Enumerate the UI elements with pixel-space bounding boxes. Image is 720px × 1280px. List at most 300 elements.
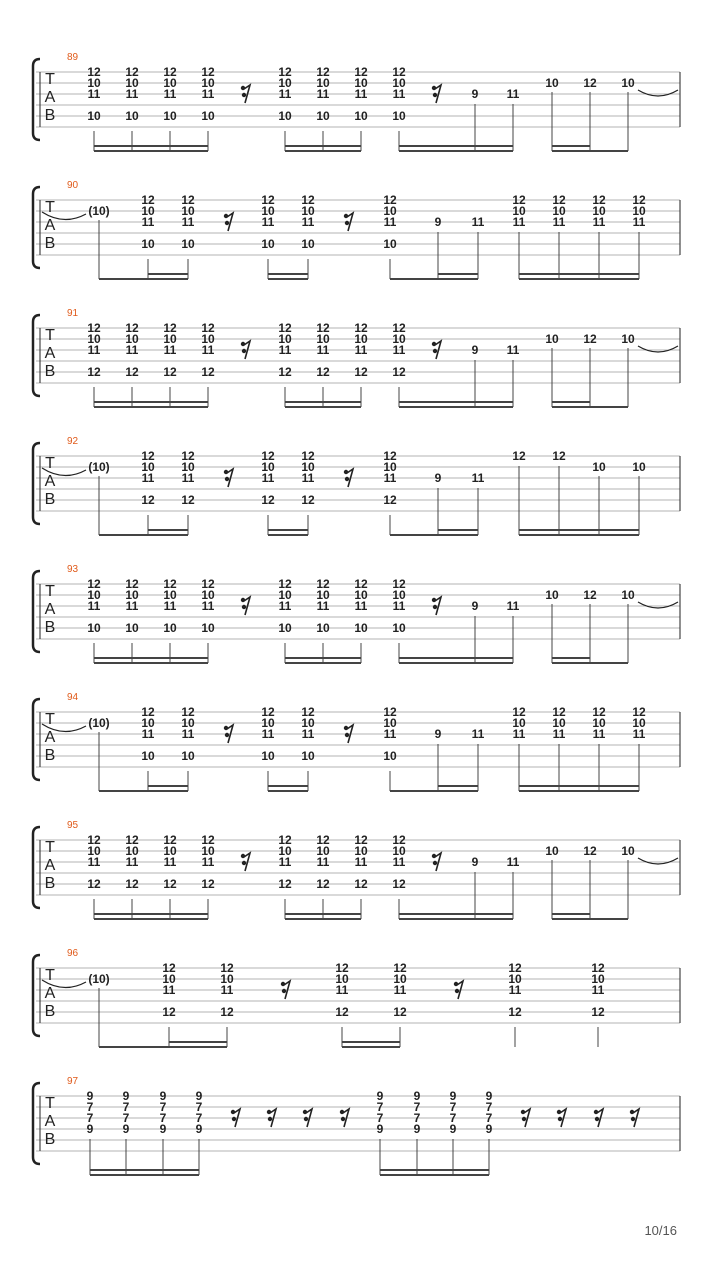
tab-clef-t: T [45,1095,55,1112]
fret-number: 11 [471,727,485,741]
fret-number: 12 [261,449,275,463]
fret-number: 12 [141,193,155,207]
fret-number: 10 [162,972,176,986]
sixteenth-rest-dot [242,605,246,609]
fret-number: 12 [87,877,101,891]
fret-number: 9 [122,1122,130,1136]
fret-number: 12 [354,877,368,891]
fret-number: 11 [87,87,101,101]
fret-number: 10 [125,844,139,858]
fret-number: 9 [434,215,442,229]
sixteenth-rest-dot [282,989,286,993]
fret-number: 11 [163,855,177,869]
sixteenth-rest-dot [268,1117,272,1121]
fret-number: 12 [220,1005,234,1019]
tab-clef-t: T [45,711,55,728]
fret-number: 12 [316,365,330,379]
fret-number-tied: (10) [88,972,110,986]
fret-number: 11 [278,343,292,357]
fret-number: 12 [393,1005,407,1019]
fret-number: 10 [301,749,315,763]
system-bracket [33,443,40,524]
fret-number: 11 [141,471,155,485]
system-bracket [33,827,40,908]
fret-number: 11 [261,727,275,741]
fret-number: 10 [125,76,139,90]
fret-number: 9 [413,1122,421,1136]
sixteenth-rest-dot [455,989,459,993]
tab-clef-t: T [45,327,55,344]
fret-number: 12 [181,705,195,719]
sixteenth-rest-dot [225,221,229,225]
fret-number: 12 [181,449,195,463]
fret-number: 10 [141,237,155,251]
fret-number: 11 [354,599,368,613]
fret-number: 11 [383,215,397,229]
sixteenth-rest-dot [594,1110,598,1114]
fret-number: 12 [278,321,292,335]
fret-number: 10 [261,749,275,763]
fret-number: 10 [392,621,406,635]
fret-number: 12 [278,577,292,591]
fret-number: 12 [220,961,234,975]
fret-number: 11 [512,215,526,229]
fret-number: 11 [632,215,646,229]
fret-number: 10 [87,588,101,602]
fret-number: 10 [261,460,275,474]
fret-number: 10 [392,844,406,858]
tab-clef-t: T [45,71,55,88]
fret-number: 10 [301,204,315,218]
tab-clef-b: B [44,363,56,380]
sixteenth-rest-dot [345,221,349,225]
fret-number: 12 [392,365,406,379]
fret-number: 10 [201,844,215,858]
fret-number: 10 [552,204,566,218]
fret-number: 12 [181,493,195,507]
fret-number: 10 [552,716,566,730]
measure-number: 92 [67,436,79,447]
fret-number: 11 [220,983,234,997]
fret-number: 10 [201,621,215,635]
fret-number: 10 [125,621,139,635]
fret-number: 12 [278,65,292,79]
sixteenth-rest-dot [345,733,349,737]
fret-number: 10 [181,749,195,763]
fret-number: 12 [591,961,605,975]
fret-number: 10 [592,204,606,218]
fret-number: 12 [201,321,215,335]
fret-number: 11 [201,855,215,869]
fret-number: 12 [393,961,407,975]
fret-number: 12 [583,332,597,346]
fret-number: 10 [632,716,646,730]
tab-system [33,1076,680,1175]
fret-number: 12 [87,321,101,335]
fret-number: 11 [393,983,407,997]
fret-number: 7 [159,1111,167,1125]
fret-number: 10 [163,621,177,635]
fret-number: 7 [122,1100,130,1114]
fret-number: 10 [383,460,397,474]
fret-number-tied: (10) [88,460,110,474]
sixteenth-rest-dot [304,1117,308,1121]
fret-number: 12 [278,833,292,847]
fret-number: 12 [592,193,606,207]
fret-number: 11 [383,727,397,741]
fret-number: 11 [141,215,155,229]
fret-number: 12 [141,493,155,507]
tab-system [33,308,680,407]
sixteenth-rest-dot [267,1110,271,1114]
measure-number: 96 [67,948,79,959]
fret-number: 11 [354,343,368,357]
fret-number: 12 [163,577,177,591]
measure-number: 97 [67,1076,79,1087]
system-bracket [33,955,40,1036]
fret-number: 7 [449,1100,457,1114]
fret-number: 10 [392,332,406,346]
tie-arc [638,602,678,608]
fret-number: 11 [335,983,349,997]
fret-number: 11 [632,727,646,741]
tab-clef-a: A [44,1113,56,1130]
fret-number: 10 [545,332,559,346]
fret-number: 12 [354,65,368,79]
fret-number: 11 [506,343,520,357]
fret-number: 10 [383,237,397,251]
tab-clef-b: B [44,619,56,636]
tab-clef-b: B [44,235,56,252]
sixteenth-rest-dot [241,598,245,602]
fret-number: 11 [125,599,139,613]
fret-number: 11 [278,87,292,101]
sixteenth-rest-dot [225,477,229,481]
fret-number: 11 [141,727,155,741]
fret-number: 12 [583,588,597,602]
tab-clef-b: B [44,491,56,508]
tab-clef-b: B [44,107,56,124]
fret-number: 12 [278,877,292,891]
sixteenth-rest-dot [231,1110,235,1114]
fret-number: 11 [508,983,522,997]
sixteenth-rest-dot [242,349,246,353]
tab-system [33,52,680,151]
fret-number: 10 [392,76,406,90]
fret-number: 10 [278,588,292,602]
fret-number: 10 [316,588,330,602]
fret-number: 12 [632,193,646,207]
fret-number: 12 [316,577,330,591]
fret-number: 9 [434,727,442,741]
sixteenth-rest-dot [281,982,285,986]
fret-number: 10 [278,332,292,346]
fret-number: 10 [201,588,215,602]
fret-number: 10 [220,972,234,986]
fret-number: 12 [125,321,139,335]
fret-number: 10 [621,76,635,90]
fret-number: 10 [592,460,606,474]
fret-number: 9 [449,1089,457,1103]
fret-number: 10 [301,460,315,474]
fret-number: 9 [449,1122,457,1136]
tab-system [33,692,680,791]
tab-clef-a: A [44,729,56,746]
fret-number: 11 [392,599,406,613]
fret-number: 10 [181,716,195,730]
fret-number: 10 [354,588,368,602]
sixteenth-rest-dot [433,605,437,609]
fret-number: 9 [86,1122,94,1136]
fret-number: 11 [301,727,315,741]
fret-number: 9 [86,1089,94,1103]
fret-number: 12 [583,76,597,90]
sixteenth-rest-dot [225,733,229,737]
tab-system [33,820,680,919]
fret-number: 12 [201,65,215,79]
fret-number: 9 [122,1089,130,1103]
fret-number: 10 [141,749,155,763]
fret-number: 11 [181,215,195,229]
fret-number: 10 [354,109,368,123]
fret-number: 10 [201,109,215,123]
sixteenth-rest-dot [557,1110,561,1114]
fret-number: 10 [545,76,559,90]
fret-number: 12 [392,877,406,891]
fret-number-tied: (10) [88,204,110,218]
fret-number: 10 [141,716,155,730]
measure-number: 93 [67,564,79,575]
fret-number: 10 [632,460,646,474]
sixteenth-rest-dot [344,214,348,218]
sixteenth-rest-dot [242,861,246,865]
sixteenth-rest-dot [433,349,437,353]
fret-number: 7 [413,1111,421,1125]
tab-clef-a: A [44,473,56,490]
fret-number: 12 [316,65,330,79]
system-bracket [33,187,40,268]
fret-number: 12 [87,365,101,379]
fret-number: 7 [485,1111,493,1125]
fret-number: 10 [392,588,406,602]
fret-number: 10 [278,109,292,123]
tab-clef-t: T [45,199,55,216]
fret-number: 11 [278,855,292,869]
fret-number: 11 [512,727,526,741]
fret-number: 9 [195,1122,203,1136]
fret-number: 12 [392,65,406,79]
system-bracket [33,315,40,396]
tab-clef-a: A [44,601,56,618]
tie-arc [638,90,678,96]
sixteenth-rest-dot [432,86,436,90]
fret-number: 12 [201,365,215,379]
fret-number: 10 [621,588,635,602]
fret-number: 12 [162,1005,176,1019]
fret-number: 9 [471,855,479,869]
fret-number: 11 [316,855,330,869]
fret-number: 12 [301,449,315,463]
fret-number: 7 [449,1111,457,1125]
sixteenth-rest-dot [432,342,436,346]
fret-number: 10 [301,237,315,251]
fret-number: 12 [301,193,315,207]
fret-number: 12 [163,365,177,379]
fret-number: 10 [383,204,397,218]
fret-number: 10 [545,588,559,602]
fret-number: 10 [141,204,155,218]
fret-number: 7 [376,1111,384,1125]
fret-number: 12 [163,833,177,847]
fret-number: 12 [335,961,349,975]
fret-number: 10 [316,332,330,346]
sixteenth-rest-dot [241,86,245,90]
fret-number: 7 [195,1100,203,1114]
measure-number: 90 [67,180,79,191]
sixteenth-rest-dot [630,1110,634,1114]
fret-number: 9 [376,1122,384,1136]
fret-number: 7 [86,1111,94,1125]
fret-number: 11 [301,215,315,229]
tab-clef-t: T [45,967,55,984]
sixteenth-rest-dot [558,1117,562,1121]
sixteenth-rest-dot [344,726,348,730]
page-number: 10/16 [644,1223,677,1238]
fret-number: 10 [87,109,101,123]
fret-number: 12 [632,705,646,719]
fret-number-tied: (10) [88,716,110,730]
fret-number: 10 [354,76,368,90]
fret-number: 12 [354,577,368,591]
fret-number: 9 [471,87,479,101]
fret-number: 12 [301,493,315,507]
fret-number: 7 [86,1100,94,1114]
fret-number: 12 [301,705,315,719]
sixteenth-rest-dot [432,854,436,858]
tie-arc [638,346,678,352]
measure-number: 89 [67,52,79,63]
fret-number: 12 [583,844,597,858]
fret-number: 12 [261,193,275,207]
fret-number: 12 [181,193,195,207]
fret-number: 10 [201,332,215,346]
fret-number: 11 [163,343,177,357]
fret-number: 10 [591,972,605,986]
fret-number: 10 [278,76,292,90]
sixteenth-rest-dot [344,470,348,474]
fret-number: 10 [354,844,368,858]
fret-number: 12 [512,705,526,719]
system-bracket [33,59,40,140]
fret-number: 10 [261,204,275,218]
fret-number: 10 [87,844,101,858]
tab-clef-a: A [44,89,56,106]
fret-number: 11 [471,215,485,229]
fret-number: 7 [485,1100,493,1114]
fret-number: 12 [125,833,139,847]
fret-number: 12 [162,961,176,975]
fret-number: 7 [413,1100,421,1114]
fret-number: 10 [383,716,397,730]
fret-number: 11 [354,855,368,869]
fret-number: 11 [591,983,605,997]
fret-number: 9 [413,1089,421,1103]
tab-system [33,948,680,1047]
fret-number: 12 [125,877,139,891]
system-bracket [33,571,40,652]
fret-number: 11 [201,87,215,101]
fret-number: 9 [434,471,442,485]
fret-number: 10 [181,460,195,474]
fret-number: 10 [181,237,195,251]
fret-number: 12 [383,493,397,507]
fret-number: 12 [335,1005,349,1019]
tab-clef-t: T [45,455,55,472]
fret-number: 10 [87,621,101,635]
sixteenth-rest-dot [595,1117,599,1121]
fret-number: 10 [163,109,177,123]
fret-number: 11 [552,727,566,741]
fret-number: 11 [261,215,275,229]
fret-number: 10 [392,109,406,123]
fret-number: 11 [181,727,195,741]
fret-number: 12 [201,833,215,847]
sixteenth-rest-dot [224,214,228,218]
fret-number: 10 [354,332,368,346]
fret-number: 10 [301,716,315,730]
fret-number: 11 [163,599,177,613]
fret-number: 10 [632,204,646,218]
fret-number: 10 [512,204,526,218]
sixteenth-rest-dot [522,1117,526,1121]
tie-arc [638,858,678,864]
fret-number: 11 [506,599,520,613]
fret-number: 12 [512,193,526,207]
fret-number: 12 [201,877,215,891]
fret-number: 10 [125,332,139,346]
fret-number: 10 [592,716,606,730]
fret-number: 10 [393,972,407,986]
fret-number: 12 [508,961,522,975]
fret-number: 12 [87,833,101,847]
tab-clef-b: B [44,747,56,764]
system-bracket [33,699,40,780]
fret-number: 12 [201,577,215,591]
sixteenth-rest-dot [454,982,458,986]
fret-number: 10 [87,76,101,90]
sixteenth-rest-dot [241,342,245,346]
tab-system [33,180,680,279]
fret-number: 9 [159,1122,167,1136]
tab-clef-b: B [44,1131,56,1148]
fret-number: 12 [261,493,275,507]
fret-number: 11 [201,599,215,613]
tab-system [33,436,680,535]
fret-number: 10 [278,844,292,858]
sixteenth-rest-dot [433,93,437,97]
fret-number: 11 [87,855,101,869]
fret-number: 11 [278,599,292,613]
fret-number: 12 [354,365,368,379]
sixteenth-rest-dot [432,598,436,602]
fret-number: 10 [316,76,330,90]
sixteenth-rest-dot [224,726,228,730]
fret-number: 10 [181,204,195,218]
fret-number: 11 [163,87,177,101]
tab-system [33,564,680,663]
fret-number: 10 [278,621,292,635]
fret-number: 11 [592,727,606,741]
